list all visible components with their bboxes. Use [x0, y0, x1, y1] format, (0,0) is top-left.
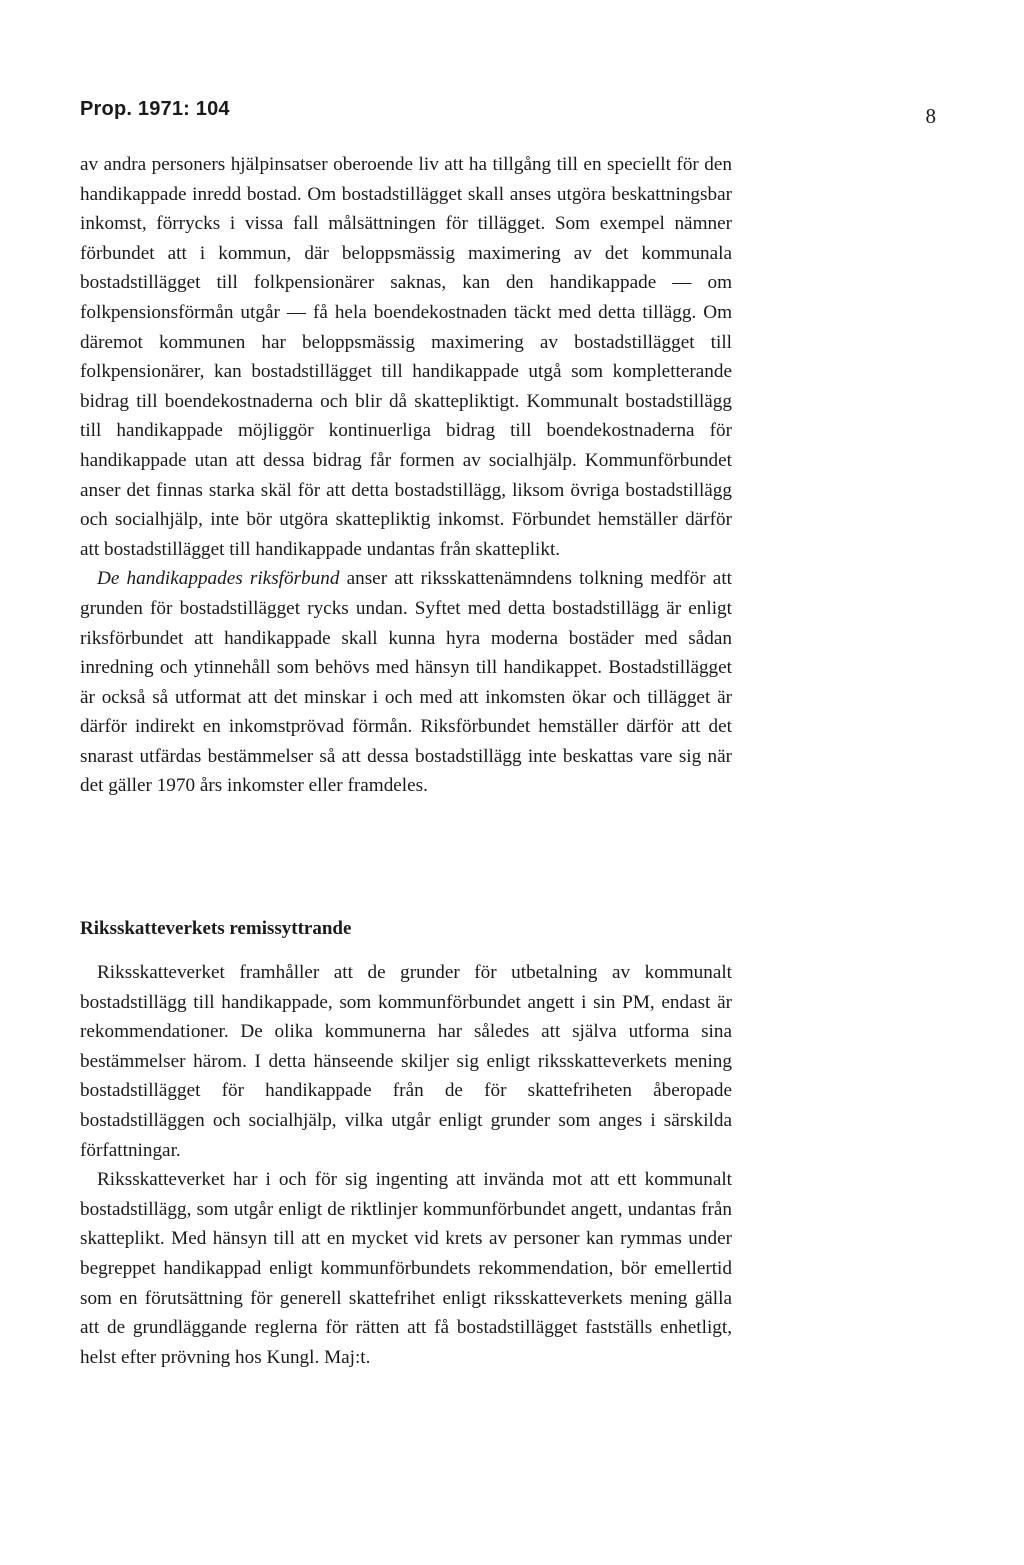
paragraph: Riksskatteverket framhåller att de grunder för utbetalning av kommunalt bostadstillägg till handikappade, som kommunförbundet angett i sin PM, endast är rekommendationer. De olika kommunerna har således att själva utforma sina bestämmelser härom. I detta hänseende skiljer sig enligt riksskatteverkets mening bostadstillägget för handikappade från de för skattefriheten åberopade bostadstilläggen och socialhjälp, vilka utgår enligt grunder som anges i särskilda författningar. — [80, 962, 732, 1161]
paragraph — [80, 564, 732, 801]
page-header — [80, 98, 936, 126]
section-body-1 — [80, 150, 732, 801]
page-number: 8 — [925, 104, 936, 128]
document-reference: Prop. 1971: 104 — [80, 98, 230, 120]
organization-name: De handikappades riksförbund — [97, 568, 340, 590]
section-body-2 — [80, 958, 732, 1372]
section-heading: Riksskatteverkets remissyttrande — [80, 918, 352, 939]
paragraph: Riksskatteverket har i och för sig ingenting att invända mot att ett kommunalt bostadstillägg, som utgår enligt de riktlinjer kommunförbundet angett, undantas från skatteplikt. Med hänsyn till att en mycket vid krets av personer kan rymmas under begreppet handikappad enligt kommunförbundets rekommendation, bör emellertid som en förutsättning för generell skattefrihet enligt riksskatteverkets mening gälla att de grundläggande reglerna för rätten att få bostadstillägget fastställs enhetligt, helst efter prövning hos Kungl. Maj:t. — [80, 1169, 732, 1368]
paragraph-text: anser att riksskattenämndens tolkning medför att grunden för bostadstillägget rycks undan. Syftet med detta bostadstillägg är enligt riksförbundet att handikappade skall kunna hyra moderna bostäder med sådan inredning och ytinnehåll som behövs med hänsyn till handikappet. Bostadstillägget är också så utformat att det minskar i och med att inkomsten ökar och tillägget är därför indirekt en inkomstprövad förmån. Riksförbundet hemställer därför att det snarast utfärdas bestämmelser så att dessa bostadstillägg inte beskattas vare sig när det gäller 1970 års inkomster eller framdeles. — [80, 568, 732, 797]
paragraph: av andra personers hjälpinsatser oberoende liv att ha tillgång till en speciellt för den handikappade inredd bostad. Om bostadstillägget skall anses utgöra beskattningsbar inkomst, förrycks i vissa fall målsättningen för tillägget. Som exempel nämner förbundet att i kommun, där beloppsmässig maximering av det kommunala bostadstillägget till folkpensionärer saknas, kan den handikappade — om folkpensionsförmån utgår — få hela boendekostnaden täckt med detta tillägg. Om däremot kommunen har beloppsmässig maximering av bostadstillägget till folkpensionärer, kan bostadstillägget till handikappade utgå som kompletterande bidrag till boendekostnaderna och blir då skattepliktigt. Kommunalt bostadstillägg till handikappade möjliggör kontinuerliga bidrag till boendekostnaderna för handikappade utan att dessa bidrag får formen av socialhjälp. Kommunförbundet anser det finnas starka skäl för att detta bostadstillägg, liksom övriga bostadstillägg och socialhjälp, inte bör utgöra skattepliktig inkomst. Förbundet hemställer därför att bostadstillägget till handikappade undantas från skatteplikt. — [80, 154, 732, 560]
